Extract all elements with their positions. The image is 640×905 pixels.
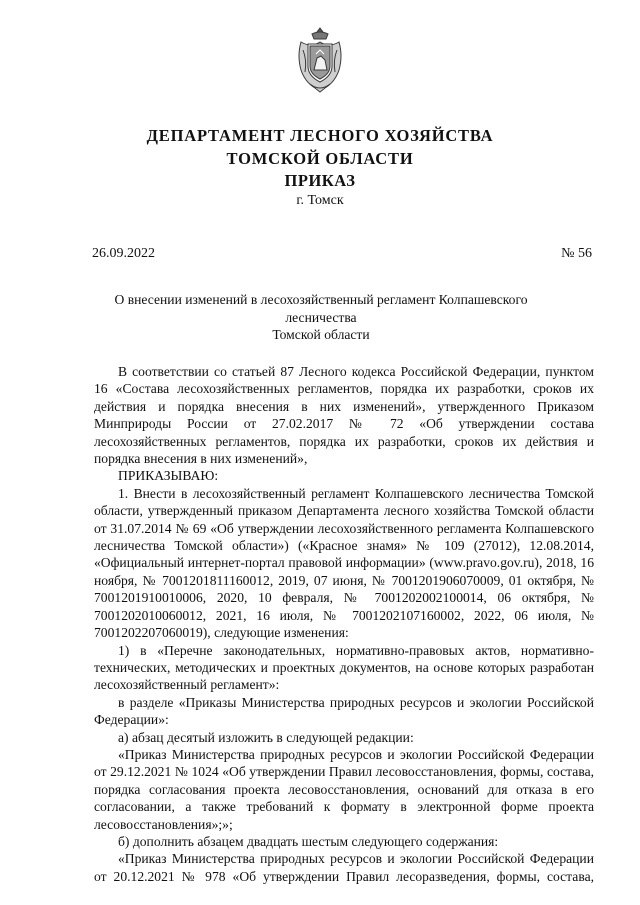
subject-line-2: Томской области bbox=[272, 327, 370, 342]
paragraph-order-word: ПРИКАЗЫВАЮ: bbox=[118, 468, 219, 484]
paragraph-quote-2: «Приказ Министерства природных ресурсов и экологии Российской Федерации от 20.12.2021 № 978 «Об утверждении Правил лесоразведения, формы, состава, bbox=[94, 851, 594, 884]
paragraph-a: а) абзац десятый изложить в следующей редакции: bbox=[118, 729, 414, 745]
document-subject bbox=[80, 291, 562, 344]
city: г. Томск bbox=[296, 193, 344, 208]
paragraph-preamble: В соответствии со статьей 87 Лесного кодекса Российской Федерации, пунктом 16 «Состава лесохозяйственных регламентов, порядка их разработки, сроков их действия и порядка внесения в них изменений», утвержденного Приказом Минприроды России от 27.02.2017 № 72 «Об утверждении состава лесохозяйственных регламентов, порядка их разработки, сроков их действия и порядка внесения в них изменений», bbox=[94, 364, 594, 467]
document-number: № 56 bbox=[561, 246, 592, 261]
paragraph-subitem-1: 1) в «Перечне законодательных, нормативно-правовых актов, нормативно-технических, методических и проектных документов, на основе которых разработан лесохозяйственный регламент»: bbox=[94, 642, 594, 693]
subject-line-1: О внесении изменений в лесохозяйственный регламент Колпашевского лесничества bbox=[114, 292, 528, 325]
document-date: 26.09.2022 bbox=[92, 246, 155, 261]
department-title-line-1: ДЕПАРТАМЕНТ ЛЕСНОГО ХОЗЯЙСТВА bbox=[146, 126, 494, 145]
paragraph-item-1: 1. Внести в лесохозяйственный регламент Колпашевского лесничества Томской области, утвержденный приказом Департамента лесного хозяйства Томской области от 31.07.2014 № 69 «Об утверждении лесохозяйственного регламента Колпашевского лесничества Томской области») («Красное знамя» № 109 (27012), 12.08.2014, «Официальный интернет-портал правовой информации» (www.pravo.gov.ru), 2018, 16 ноября, № 7001201811160012, 2019, 07 июня, № 7001201906070009, 01 октября, № 7001201910010006, 2020, 10 февраля, № 7001202002100014, 06 октября, № 7001202010060012, 2021, 16 июля, № 7001202107160002, 2022, 06 июля, № 7001202207060019), следующие изменения: bbox=[94, 485, 594, 641]
document-type: ПРИКАЗ bbox=[284, 171, 356, 190]
paragraph-quote-1: «Приказ Министерства природных ресурсов и экологии Российской Федерации от 29.12.2021 № 1024 «Об утверждении Правил лесовосстановления, формы, состава, порядка согласования проекта лесовосстановления, оснований для отказа в его согласовании, а также требований к формату в электронной форме проекта лесовосстановления»;»; bbox=[94, 746, 594, 832]
paragraph-b: б) дополнить абзацем двадцать шестым следующего содержания: bbox=[118, 833, 499, 849]
document-body bbox=[94, 363, 594, 885]
department-title-line-2: ТОМСКОЙ ОБЛАСТИ bbox=[226, 149, 414, 168]
paragraph-section: в разделе «Приказы Министерства природных ресурсов и экологии Российской Федерации»: bbox=[94, 694, 594, 728]
coat-of-arms-icon bbox=[295, 26, 345, 96]
